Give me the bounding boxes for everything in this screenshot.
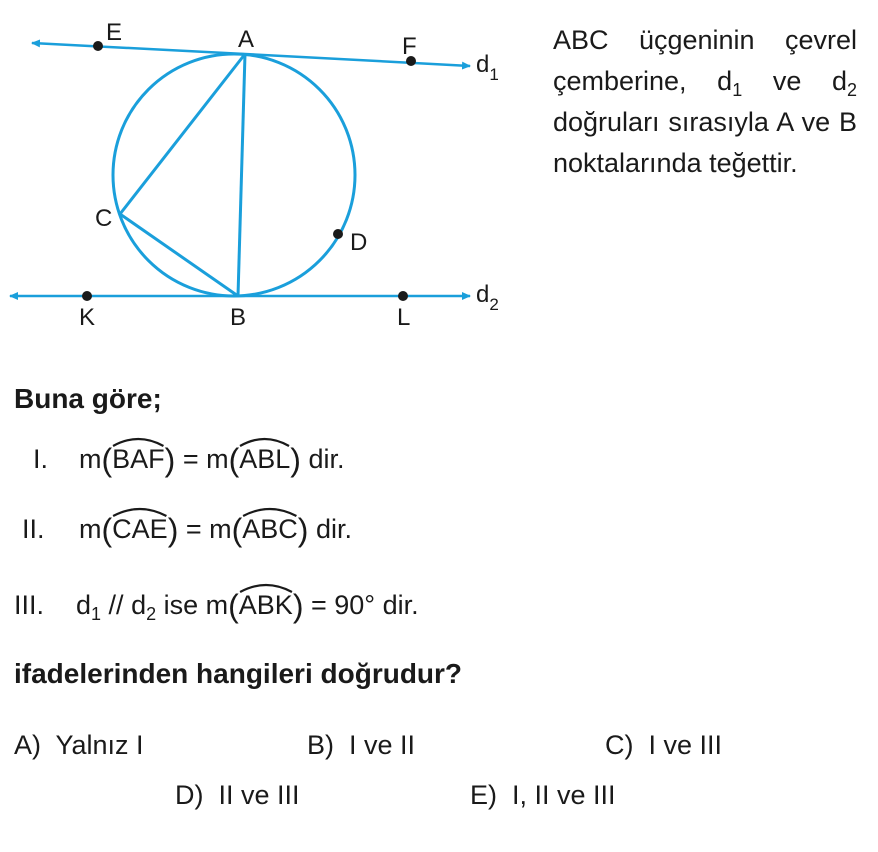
question-text: ifadelerinden hangileri doğrudur? <box>14 658 463 689</box>
label-f: F <box>402 33 417 60</box>
statement-ii: II. m( CAE) = m( ABC) dir. <box>22 512 352 549</box>
label-b: B <box>230 304 247 331</box>
label-d: D <box>350 229 368 256</box>
label-l: L <box>397 304 411 331</box>
label-c: C <box>95 205 113 232</box>
arc-notation: ABL <box>239 442 290 475</box>
problem-statement: ABC üçgeninin çevrel çemberine, $d_1$ ve $d_2$ doğruları sırasıyla A ve B noktalarında teğettir. <box>553 25 857 178</box>
tangent-line-d1 <box>32 43 245 54</box>
point-k <box>82 291 92 301</box>
label-d2: $d_2$ <box>476 281 499 314</box>
label-k: K <box>79 304 96 331</box>
point-l <box>398 291 408 301</box>
arc-notation: CAE <box>112 512 168 545</box>
label-e: E <box>106 19 123 46</box>
segment-ab <box>238 54 245 296</box>
statement-i: I. m( BAF) = m( ABL) dir. <box>33 442 344 479</box>
label-a: A <box>238 26 255 53</box>
label-d1: $d_1$ <box>476 51 499 84</box>
option-b[interactable]: B) I ve II <box>307 730 416 760</box>
option-e[interactable]: E) I, II ve III <box>470 780 616 810</box>
statement-number: II. <box>22 514 45 544</box>
statement-number: III. <box>14 590 45 620</box>
arc-notation: ABC <box>242 512 298 545</box>
arc-notation: BAF <box>112 442 165 475</box>
point-e <box>93 41 103 51</box>
point-d <box>333 229 343 239</box>
tangent-line-d1-right <box>245 54 470 66</box>
geometry-figure <box>0 0 530 340</box>
option-d[interactable]: D) II ve III <box>175 780 300 810</box>
statement-iii: III. $d_1 // d_2$ ise m( ABK) = 90° dir. <box>14 588 419 625</box>
lead-text: Buna göre; <box>14 383 162 414</box>
segment-ac <box>120 54 245 214</box>
option-a[interactable]: A) Yalnız I <box>14 730 144 760</box>
statement-number: I. <box>33 444 49 474</box>
option-c[interactable]: C) I ve III <box>605 730 723 760</box>
arc-notation: ABK <box>239 588 293 621</box>
